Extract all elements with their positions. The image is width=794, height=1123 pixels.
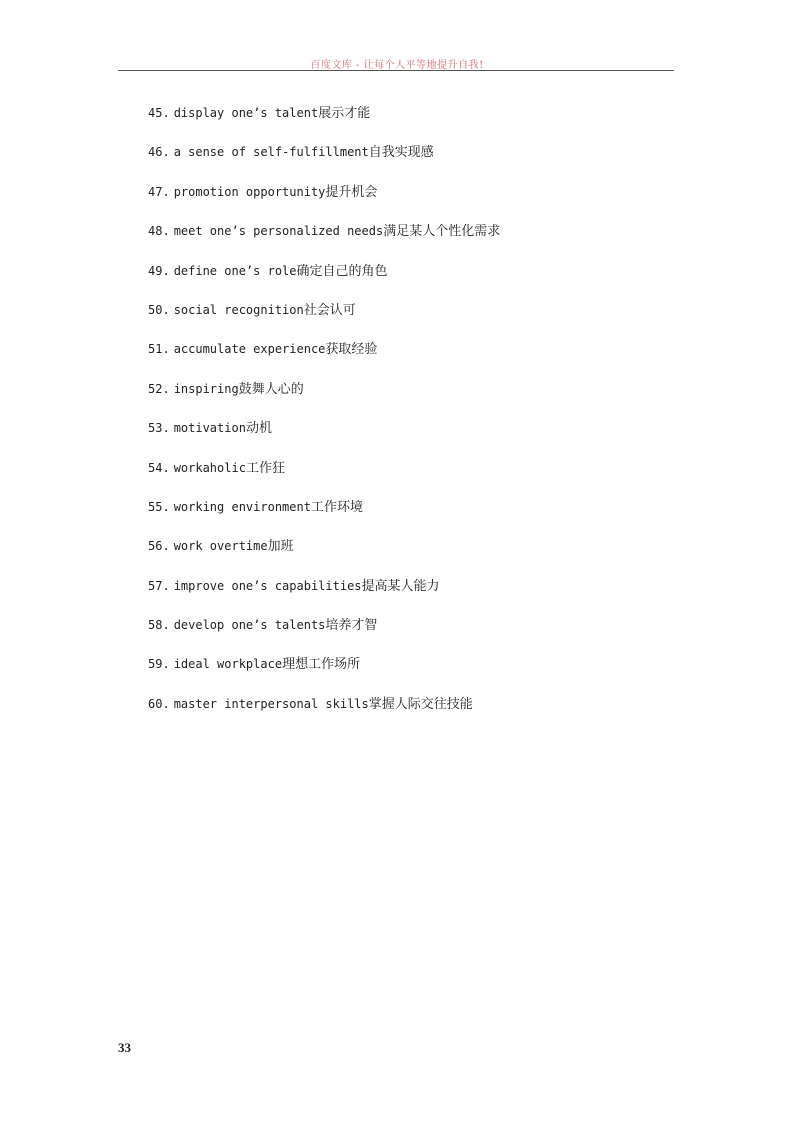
list-item <box>148 300 708 339</box>
item-english: accumulate experience <box>173 342 326 357</box>
item-english: workaholic <box>173 460 246 475</box>
item-number: 56. <box>148 539 170 554</box>
list-item <box>148 497 708 536</box>
item-english: display one’s talent <box>173 106 319 120</box>
list-item <box>148 103 708 142</box>
item-number: 59. <box>148 657 170 672</box>
item-chinese: 培养才智 <box>325 618 378 634</box>
item-chinese: 展示才能 <box>318 106 371 121</box>
list-item <box>148 379 708 418</box>
item-number: 49. <box>148 263 170 278</box>
item-number: 50. <box>148 302 170 317</box>
item-number: 51. <box>148 342 170 357</box>
header-divider <box>118 70 674 71</box>
page-number: 33 <box>118 1040 131 1055</box>
item-number: 57. <box>148 578 170 593</box>
item-number: 54. <box>148 460 170 475</box>
item-chinese: 社会认可 <box>303 302 356 318</box>
item-number: 60. <box>148 696 170 711</box>
list-item <box>148 654 708 693</box>
item-english: a sense of self-fulfillment <box>173 145 369 160</box>
item-number: 52. <box>148 381 170 396</box>
item-chinese: 满足某人个性化需求 <box>383 224 501 240</box>
item-chinese: 获取经验 <box>325 342 378 358</box>
item-chinese: 掌握人际交往技能 <box>368 696 473 712</box>
item-number: 47. <box>148 184 170 199</box>
item-english: motivation <box>173 421 246 436</box>
item-chinese: 自我实现感 <box>368 145 434 161</box>
list-item <box>148 142 708 181</box>
item-english: ideal workplace <box>173 657 283 672</box>
item-number: 55. <box>148 499 170 514</box>
item-chinese: 动机 <box>245 421 272 437</box>
list-item <box>148 339 708 378</box>
item-english: working environment <box>173 499 311 514</box>
item-chinese: 工作狂 <box>245 460 285 476</box>
list-item <box>148 418 708 457</box>
item-number: 45. <box>148 106 170 120</box>
vocabulary-list <box>148 103 708 733</box>
item-chinese: 确定自己的角色 <box>296 263 388 279</box>
list-item <box>148 261 708 300</box>
item-chinese: 鼓舞人心的 <box>238 381 304 397</box>
page-header: 百度文库 - 让每个人平等地提升自我! <box>310 60 484 71</box>
item-english: promotion opportunity <box>173 184 326 199</box>
item-english: inspiring <box>173 381 239 396</box>
list-item <box>148 221 708 260</box>
item-chinese: 加班 <box>267 539 294 555</box>
item-number: 53. <box>148 421 170 436</box>
item-english: develop one’s talents <box>173 618 326 633</box>
item-number: 58. <box>148 618 170 633</box>
item-english: improve one’s capabilities <box>173 578 362 593</box>
list-item <box>148 182 708 221</box>
item-english: work overtime <box>173 539 268 554</box>
list-item <box>148 694 708 733</box>
list-item <box>148 615 708 654</box>
item-english: master interpersonal skills <box>173 696 369 711</box>
list-item <box>148 536 708 575</box>
list-item <box>148 576 708 615</box>
item-number: 46. <box>148 145 170 160</box>
item-english: meet one’s personalized needs <box>173 224 384 239</box>
item-chinese: 提高某人能力 <box>361 578 440 594</box>
item-english: define one’s role <box>173 263 297 278</box>
item-chinese: 理想工作场所 <box>282 657 361 673</box>
list-item <box>148 458 708 497</box>
item-number: 48. <box>148 224 170 239</box>
item-chinese: 提升机会 <box>325 184 378 200</box>
item-chinese: 工作环境 <box>310 499 363 515</box>
item-english: social recognition <box>173 302 304 317</box>
